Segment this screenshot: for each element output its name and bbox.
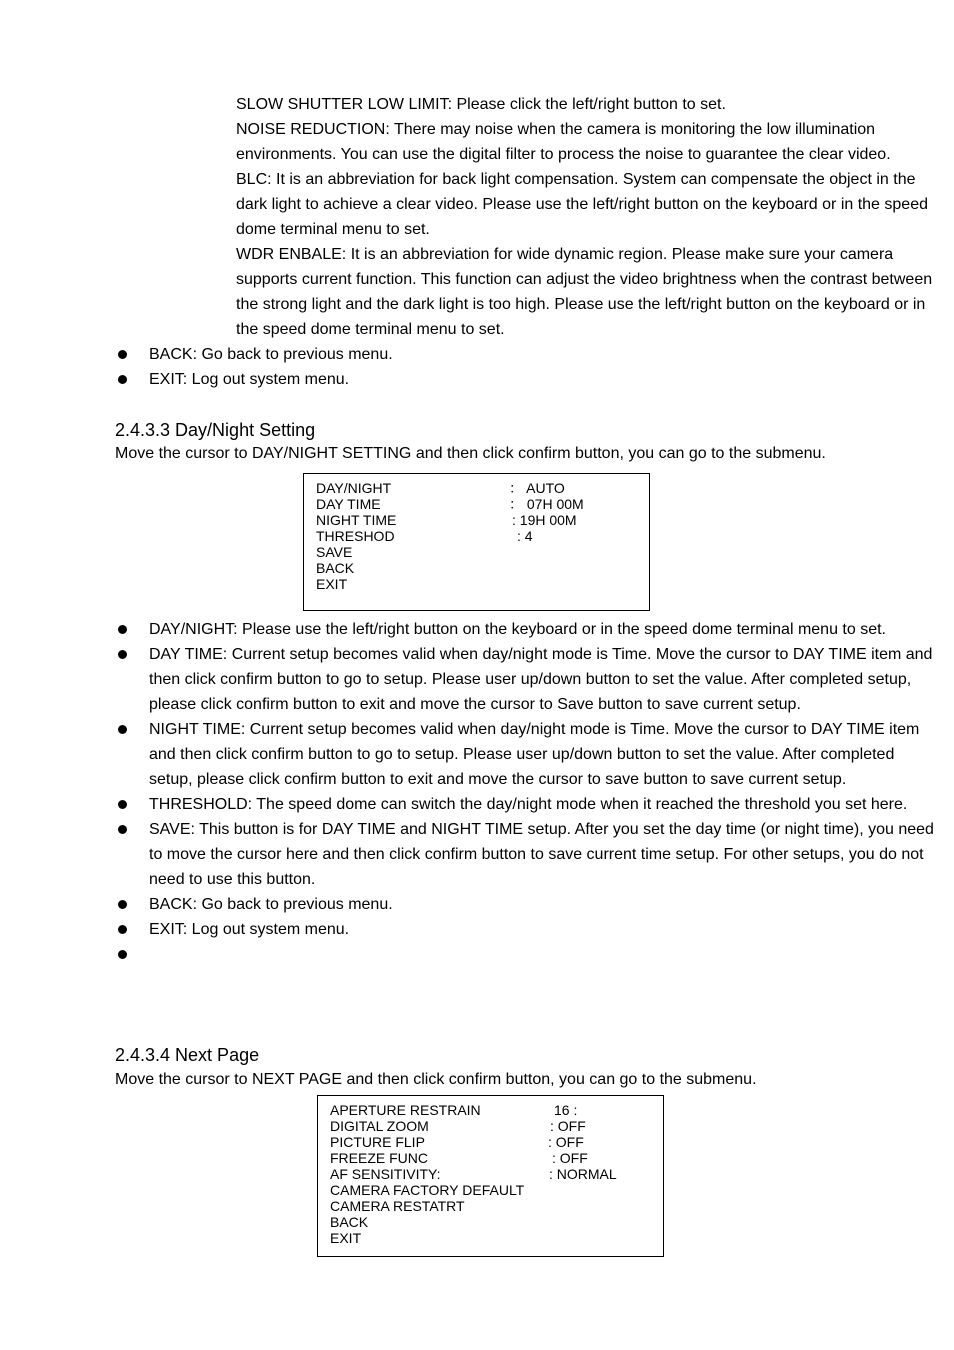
list-item-text: NIGHT TIME: Current setup becomes valid when day/night mode is Time. Move the cursor to DAY TIME item and then click confirm button to go to setup. Please user up/down button to set the value. After completed setup, please click confirm button to exit and move the cursor to save button to save current setup.	[149, 721, 920, 788]
menu-label: BACK	[330, 1214, 369, 1230]
list-item	[115, 367, 935, 392]
menu-value: : OFF	[548, 1134, 584, 1150]
menu-value: ： AUTO	[509, 480, 565, 496]
menu-label: BACK	[316, 560, 355, 576]
menu-label: CAMERA RESTATRT	[330, 1198, 465, 1214]
section-intro-next-page: Move the cursor to NEXT PAGE and then click confirm button, you can go to the submenu.	[115, 1071, 757, 1088]
menu-row	[330, 1150, 663, 1166]
list-item	[115, 892, 935, 917]
list-item-text: EXIT: Log out system menu.	[149, 371, 350, 388]
menu-row	[330, 1166, 663, 1182]
menu-row	[330, 1134, 663, 1150]
bullet-dot-icon	[118, 625, 127, 634]
bullet-dot-icon	[118, 650, 127, 659]
menu-value: : 19H 00M	[512, 512, 577, 528]
list-item	[115, 917, 935, 942]
day-night-bullet-list	[115, 617, 935, 967]
top-paragraph-4: WDR ENBALE: It is an abbreviation for wide dynamic region. Please make sure your camera supports current function. This function can adjust the video brightness when the contrast between the strong light and the dark light is too high. Please use the left/right button on the keyboard or in the speed dome terminal menu to set.	[236, 246, 933, 338]
menu-row	[316, 480, 649, 496]
menu-label: AF SENSITIVITY:	[330, 1166, 441, 1182]
bullet-dot-icon	[118, 825, 127, 834]
list-item-text: THRESHOLD: The speed dome can switch the day/night mode when it reached the threshold you set here.	[149, 796, 908, 813]
menu-label: PICTURE FLIP	[330, 1134, 425, 1150]
menu-row	[330, 1102, 663, 1118]
section-heading-next-page: 2.4.3.4 Next Page	[115, 1045, 260, 1065]
day-night-menu-box	[303, 473, 650, 611]
top-paragraph-2: NOISE REDUCTION: There may noise when the camera is monitoring the low illumination environments. You can use the digital filter to process the noise to guarantee the clear video.	[236, 121, 891, 163]
bullet-dot-icon	[118, 375, 127, 384]
bullet-dot-icon	[118, 350, 127, 359]
list-item	[115, 817, 935, 892]
top-paragraph-3: BLC: It is an abbreviation for back light compensation. System can compensate the object in the dark light to achieve a clear video. Please use the left/right button on the keyboard or in the speed dome terminal menu to set.	[236, 171, 928, 238]
menu-label: DAY TIME	[316, 496, 381, 512]
list-item-text: BACK: Go back to previous menu.	[149, 346, 393, 363]
menu-label: SAVE	[316, 544, 353, 560]
menu-value: : OFF	[550, 1118, 586, 1134]
menu-row	[316, 512, 649, 528]
menu-row	[330, 1118, 663, 1134]
next-page-menu-box	[317, 1095, 664, 1257]
list-item-text: DAY/NIGHT: Please use the left/right button on the keyboard or in the speed dome terminal menu to set.	[149, 621, 886, 638]
list-item-text: DAY TIME: Current setup becomes valid when day/night mode is Time. Move the cursor to DAY TIME item and then click confirm button to go to setup. Please user up/down button to set the value. After completed setup, please click confirm button to exit and move the cursor to Save button to save current setup.	[149, 646, 933, 713]
bullet-dot-icon	[118, 800, 127, 809]
menu-row	[316, 544, 649, 560]
menu-row	[316, 496, 649, 512]
menu-label: THRESHOD	[316, 528, 395, 544]
bullet-dot-icon	[118, 725, 127, 734]
menu-row	[330, 1182, 663, 1198]
menu-label: CAMERA FACTORY DEFAULT	[330, 1182, 525, 1198]
menu-value: : 4	[517, 528, 533, 544]
menu-value: : OFF	[552, 1150, 588, 1166]
top-bullet-list	[115, 342, 935, 392]
menu-row	[316, 576, 649, 592]
menu-value: : NORMAL	[549, 1166, 617, 1182]
list-item	[115, 617, 935, 642]
list-item-text: BACK: Go back to previous menu.	[149, 896, 393, 913]
list-item	[115, 342, 935, 367]
bullet-dot-icon	[118, 950, 127, 959]
menu-value: ： 07H 00M	[509, 496, 584, 512]
bullet-dot-icon	[118, 925, 127, 934]
menu-label: NIGHT TIME	[316, 512, 397, 528]
menu-label: FREEZE FUNC	[330, 1150, 428, 1166]
list-item	[115, 642, 935, 717]
top-paragraph-1: SLOW SHUTTER LOW LIMIT: Please click the left/right button to set.	[236, 96, 726, 113]
list-item	[115, 942, 935, 967]
section-intro-day-night: Move the cursor to DAY/NIGHT SETTING and then click confirm button, you can go to the submenu.	[115, 445, 826, 462]
menu-row	[330, 1198, 663, 1214]
menu-row	[316, 528, 649, 544]
list-item-text: SAVE: This button is for DAY TIME and NIGHT TIME setup. After you set the day time (or night time), you need to move the cursor here and then click confirm button to save current time setup. For other setups, you do not need to use this button.	[149, 821, 934, 888]
menu-label: DAY/NIGHT	[316, 480, 392, 496]
menu-label: APERTURE RESTRAIN	[330, 1102, 481, 1118]
bullet-dot-icon	[118, 900, 127, 909]
list-item	[115, 792, 935, 817]
menu-row	[330, 1214, 663, 1230]
section-heading-day-night: 2.4.3.3 Day/Night Setting	[115, 420, 316, 440]
menu-label: DIGITAL ZOOM	[330, 1118, 429, 1134]
menu-label: EXIT	[316, 576, 348, 592]
menu-row	[330, 1230, 663, 1246]
menu-row	[316, 560, 649, 576]
list-item	[115, 717, 935, 792]
menu-label: EXIT	[330, 1230, 362, 1246]
menu-value: 16 :	[554, 1102, 578, 1118]
list-item-text: EXIT: Log out system menu.	[149, 921, 350, 938]
